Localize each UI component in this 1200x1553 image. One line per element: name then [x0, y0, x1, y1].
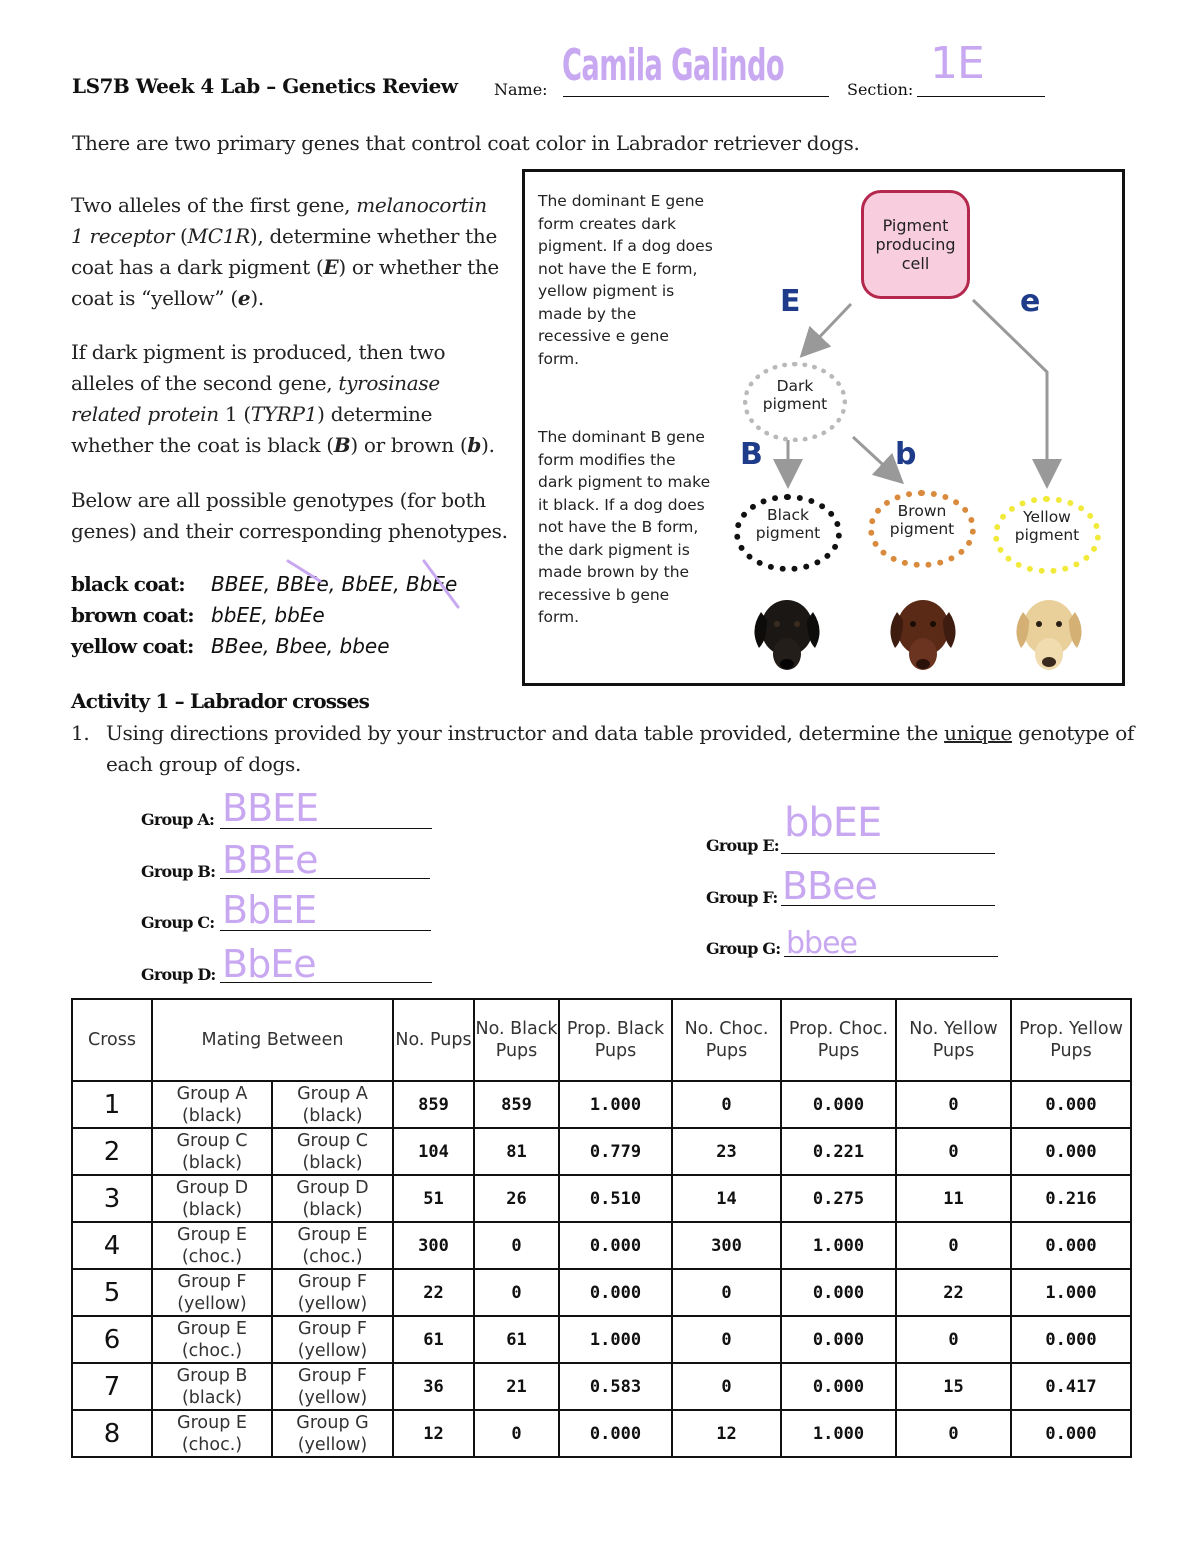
- header-no-pups: No. Pups: [393, 999, 474, 1081]
- mating-group-1-phenotype: (black): [181, 1105, 243, 1126]
- cross-number: 2: [72, 1128, 152, 1175]
- mating-group-2: [272, 1222, 393, 1269]
- mating-group-2-phenotype: (yellow): [297, 1293, 368, 1314]
- page-title: LS7B Week 4 Lab – Genetics Review: [72, 74, 458, 98]
- black-coat-label: black coat:: [71, 572, 185, 596]
- prop-black-pups: 1.000: [559, 1081, 672, 1128]
- brown-coat-genotypes: bbEE, bbEe: [211, 603, 325, 627]
- intro-text: There are two primary genes that control coat color in Labrador retriever dogs.: [72, 131, 860, 155]
- p2-text: If dark pigment is produced, then two alleles of the second gene,: [71, 340, 446, 395]
- letter-b: b: [895, 437, 917, 472]
- mating-group-2-phenotype: (choc.): [302, 1246, 363, 1267]
- group-b-label: Group B:: [141, 862, 216, 881]
- no-black-pups: 859: [474, 1081, 559, 1128]
- handwritten-strike-marks: [280, 555, 480, 615]
- prop-black-pups: 1.000: [559, 1316, 672, 1363]
- table-row: [72, 1269, 1131, 1316]
- no-choc-pups: 23: [672, 1128, 781, 1175]
- mating-group-1-name: Group E: [177, 1224, 247, 1245]
- p1-text: ) or whether the coat is “yellow” (: [71, 255, 499, 310]
- mating-group-1: [152, 1128, 272, 1175]
- crosses-table: [71, 998, 1132, 1458]
- activity-title: Activity 1 – Labrador crosses: [71, 689, 370, 713]
- no-choc-pups: 12: [672, 1410, 781, 1457]
- cross-number: 6: [72, 1316, 152, 1363]
- prop-choc-pups: 1.000: [781, 1410, 896, 1457]
- prop-yellow-pups: 0.000: [1011, 1410, 1131, 1457]
- cross-number: 3: [72, 1175, 152, 1222]
- mating-group-2: [272, 1175, 393, 1222]
- p2-allele-b: b: [467, 433, 482, 457]
- header-mating: Mating Between: [152, 999, 393, 1081]
- no-black-pups: 61: [474, 1316, 559, 1363]
- mating-group-2-phenotype: (yellow): [297, 1434, 368, 1455]
- p1-gene-name: melanocortin 1 receptor: [71, 193, 487, 248]
- prop-black-pups: 0.000: [559, 1222, 672, 1269]
- mating-group-1-phenotype: (choc.): [181, 1340, 243, 1361]
- no-yellow-pups: 15: [896, 1363, 1011, 1410]
- header-prop-choc: Prop. Choc. Pups: [781, 999, 896, 1081]
- mating-group-1-name: Group E: [177, 1412, 247, 1433]
- p2-text: 1 (: [218, 402, 251, 426]
- prop-choc-pups: 0.221: [781, 1128, 896, 1175]
- no-yellow-pups: 22: [896, 1269, 1011, 1316]
- pigment-cell-label: Pigment producing cell: [875, 216, 956, 273]
- mating-group-2-name: Group F: [298, 1318, 367, 1339]
- mating-group-2-name: Group G: [296, 1412, 369, 1433]
- no-black-pups: 21: [474, 1363, 559, 1410]
- table-header-row: [72, 999, 1131, 1081]
- prop-yellow-pups: 1.000: [1011, 1269, 1131, 1316]
- brown-coat-label: brown coat:: [71, 603, 194, 627]
- table-row: [72, 1175, 1131, 1222]
- dark-pigment-label: Dark pigment: [762, 377, 828, 413]
- mating-group-2: [272, 1081, 393, 1128]
- group-g-answer: bbee: [786, 926, 857, 961]
- no-choc-pups: 0: [672, 1081, 781, 1128]
- mating-group-2-phenotype: (yellow): [297, 1387, 368, 1408]
- p2-text: ) or brown (: [350, 433, 468, 457]
- yellow-coat-genotypes: BBee, Bbee, bbee: [211, 634, 390, 658]
- mating-group-2: [272, 1269, 393, 1316]
- mating-group-1: [152, 1269, 272, 1316]
- figure-text-e: The dominant E gene form creates dark pigment. If a dog does not have the E form, yellow pigment is made by the recessive e gene form.: [538, 192, 713, 368]
- q-text: Using directions provided by your instructor and data table provided, determine the: [106, 721, 945, 745]
- no-choc-pups: 14: [672, 1175, 781, 1222]
- mating-group-2: [272, 1363, 393, 1410]
- letter-E: E: [780, 284, 801, 319]
- p2-text: ).: [481, 433, 495, 457]
- mating-group-2-name: Group D: [296, 1177, 369, 1198]
- no-black-pups: 0: [474, 1410, 559, 1457]
- group-e-answer: bbEE: [784, 800, 882, 846]
- mating-group-1-name: Group C: [176, 1130, 248, 1151]
- group-c-answer: BbEE: [222, 888, 317, 932]
- mating-group-1-phenotype: (black): [181, 1152, 243, 1173]
- p2-gene-name: tyrosinase related protein: [71, 371, 440, 426]
- mating-group-1-name: Group F: [177, 1271, 247, 1292]
- table-row: [72, 1222, 1131, 1269]
- mating-group-2-name: Group E: [297, 1224, 368, 1245]
- prop-choc-pups: 0.000: [781, 1363, 896, 1410]
- prop-choc-pups: 0.000: [781, 1316, 896, 1363]
- paragraph-genotypes-intro: Below are all possible genotypes (for both genes) and their corresponding phenotypes.: [71, 488, 508, 543]
- mating-group-2: [272, 1316, 393, 1363]
- no-pups: 22: [393, 1269, 474, 1316]
- no-black-pups: 0: [474, 1269, 559, 1316]
- letter-B: B: [740, 437, 763, 472]
- q-unique: unique: [944, 721, 1012, 745]
- prop-yellow-pups: 0.000: [1011, 1222, 1131, 1269]
- table-row: [72, 1363, 1131, 1410]
- mating-group-1-phenotype: (black): [181, 1199, 243, 1220]
- cross-number: 5: [72, 1269, 152, 1316]
- no-black-pups: 26: [474, 1175, 559, 1222]
- no-yellow-pups: 0: [896, 1081, 1011, 1128]
- black-lab-image: [747, 590, 827, 674]
- header-prop-black: Prop. Black Pups: [559, 999, 672, 1081]
- header-no-black: No. Black Pups: [474, 999, 559, 1081]
- table-row: [72, 1081, 1131, 1128]
- no-yellow-pups: 0: [896, 1410, 1011, 1457]
- mating-group-1-name: Group E: [177, 1318, 247, 1339]
- p1-text: Two alleles of the first gene,: [71, 193, 357, 217]
- mating-group-1: [152, 1363, 272, 1410]
- no-yellow-pups: 0: [896, 1222, 1011, 1269]
- yellow-coat-label: yellow coat:: [71, 634, 194, 658]
- mating-group-1: [152, 1410, 272, 1457]
- chocolate-lab-image: [883, 590, 963, 674]
- group-e-label: Group E:: [706, 836, 779, 855]
- mating-group-1-name: Group D: [175, 1177, 249, 1198]
- prop-black-pups: 0.000: [559, 1410, 672, 1457]
- group-f-label: Group F:: [706, 888, 778, 907]
- p1-gene-abbr: MC1R: [187, 224, 250, 248]
- name-label: Name:: [494, 80, 548, 99]
- mating-group-1: [152, 1081, 272, 1128]
- mating-group-1-phenotype: (choc.): [181, 1434, 243, 1455]
- no-choc-pups: 300: [672, 1222, 781, 1269]
- mating-group-2: [272, 1410, 393, 1457]
- no-pups: 51: [393, 1175, 474, 1222]
- table-row: [72, 1128, 1131, 1175]
- cross-number: 1: [72, 1081, 152, 1128]
- p1-text: (: [173, 224, 188, 248]
- group-d-answer: BbEe: [222, 942, 316, 986]
- mating-group-2-phenotype: (yellow): [297, 1340, 368, 1361]
- brown-pigment-label: Brown pigment: [889, 502, 955, 538]
- cross-number: 7: [72, 1363, 152, 1410]
- no-pups: 104: [393, 1128, 474, 1175]
- mating-group-2-phenotype: (black): [302, 1105, 363, 1126]
- mating-group-2-phenotype: (black): [302, 1152, 363, 1173]
- group-g-label: Group G:: [706, 939, 781, 958]
- section-handwriting: 1E: [930, 38, 984, 89]
- mating-group-1: [152, 1316, 272, 1363]
- no-yellow-pups: 11: [896, 1175, 1011, 1222]
- no-choc-pups: 0: [672, 1363, 781, 1410]
- paragraph-tyrp1: [71, 337, 501, 461]
- mating-group-1: [152, 1175, 272, 1222]
- prop-choc-pups: 1.000: [781, 1222, 896, 1269]
- yellow-lab-image: [1009, 590, 1089, 674]
- group-f-answer: BBee: [782, 864, 877, 908]
- letter-e: e: [1020, 284, 1041, 319]
- cross-number: 8: [72, 1410, 152, 1457]
- no-pups: 859: [393, 1081, 474, 1128]
- question-text: [106, 718, 1146, 780]
- mating-group-2-name: Group C: [296, 1130, 369, 1151]
- no-choc-pups: 0: [672, 1316, 781, 1363]
- no-black-pups: 0: [474, 1222, 559, 1269]
- black-coat-genotypes: BBEE, BBEe, BbEE, BbEe: [211, 572, 458, 596]
- group-d-label: Group D:: [141, 965, 216, 984]
- prop-black-pups: 0.779: [559, 1128, 672, 1175]
- cross-number: 4: [72, 1222, 152, 1269]
- p2-allele-B: B: [333, 433, 351, 457]
- yellow-pigment-label: Yellow pigment: [1014, 508, 1080, 544]
- prop-choc-pups: 0.275: [781, 1175, 896, 1222]
- no-pups: 36: [393, 1363, 474, 1410]
- p2-text: ) determine whether the coat is black (: [71, 402, 433, 457]
- table-row: [72, 1410, 1131, 1457]
- p1-allele-e: e: [237, 286, 251, 310]
- prop-yellow-pups: 0.000: [1011, 1316, 1131, 1363]
- prop-yellow-pups: 0.417: [1011, 1363, 1131, 1410]
- prop-choc-pups: 0.000: [781, 1269, 896, 1316]
- black-pigment-label: Black pigment: [755, 506, 821, 542]
- no-yellow-pups: 0: [896, 1316, 1011, 1363]
- mating-group-1-phenotype: (black): [181, 1387, 243, 1408]
- no-pups: 12: [393, 1410, 474, 1457]
- header-no-yellow: No. Yellow Pups: [896, 999, 1011, 1081]
- group-b-answer: BBEe: [222, 838, 318, 882]
- no-pups: 61: [393, 1316, 474, 1363]
- mating-group-2-name: Group A: [297, 1083, 368, 1104]
- prop-yellow-pups: 0.000: [1011, 1128, 1131, 1175]
- paragraph-mc1r: [71, 190, 501, 314]
- group-a-label: Group A:: [141, 810, 215, 829]
- prop-choc-pups: 0.000: [781, 1081, 896, 1128]
- prop-black-pups: 0.000: [559, 1269, 672, 1316]
- no-choc-pups: 0: [672, 1269, 781, 1316]
- mating-group-1-name: Group B: [176, 1365, 248, 1386]
- header-no-choc: No. Choc. Pups: [672, 999, 781, 1081]
- group-a-answer: BBEE: [222, 786, 319, 830]
- p2-gene-abbr: TYRP1: [250, 402, 318, 426]
- mating-group-2-phenotype: (black): [302, 1199, 363, 1220]
- pigment-figure: [522, 169, 1125, 686]
- mating-group-1-phenotype: (yellow): [177, 1293, 247, 1314]
- mating-group-1-name: Group A: [176, 1083, 248, 1104]
- q-text: genotype of each group of dogs.: [106, 721, 1135, 776]
- no-yellow-pups: 0: [896, 1128, 1011, 1175]
- prop-yellow-pups: 0.216: [1011, 1175, 1131, 1222]
- p1-allele-E: E: [323, 255, 339, 279]
- mating-group-2-name: Group F: [298, 1271, 367, 1292]
- name-handwriting: Camila Galindo: [562, 40, 784, 91]
- prop-yellow-pups: 0.000: [1011, 1081, 1131, 1128]
- table-row: [72, 1316, 1131, 1363]
- p1-text: ), determine whether the coat has a dark pigment (: [71, 224, 497, 279]
- no-pups: 300: [393, 1222, 474, 1269]
- prop-black-pups: 0.583: [559, 1363, 672, 1410]
- group-c-label: Group C:: [141, 913, 215, 932]
- question-number: 1.: [71, 721, 90, 745]
- figure-text-b: The dominant B gene form modifies the dark pigment to make it black. If a dog does not have the B form, the dark pigment is made brown by the recessive b gene form.: [538, 428, 711, 626]
- prop-black-pups: 0.510: [559, 1175, 672, 1222]
- p1-text: ).: [250, 286, 264, 310]
- mating-group-1-phenotype: (choc.): [181, 1246, 243, 1267]
- mating-group-1: [152, 1222, 272, 1269]
- section-label: Section:: [847, 80, 914, 99]
- mating-group-2: [272, 1128, 393, 1175]
- header-prop-yellow: Prop. Yellow Pups: [1011, 999, 1131, 1081]
- mating-group-2-name: Group F: [298, 1365, 367, 1386]
- no-black-pups: 81: [474, 1128, 559, 1175]
- header-cross: Cross: [72, 999, 152, 1081]
